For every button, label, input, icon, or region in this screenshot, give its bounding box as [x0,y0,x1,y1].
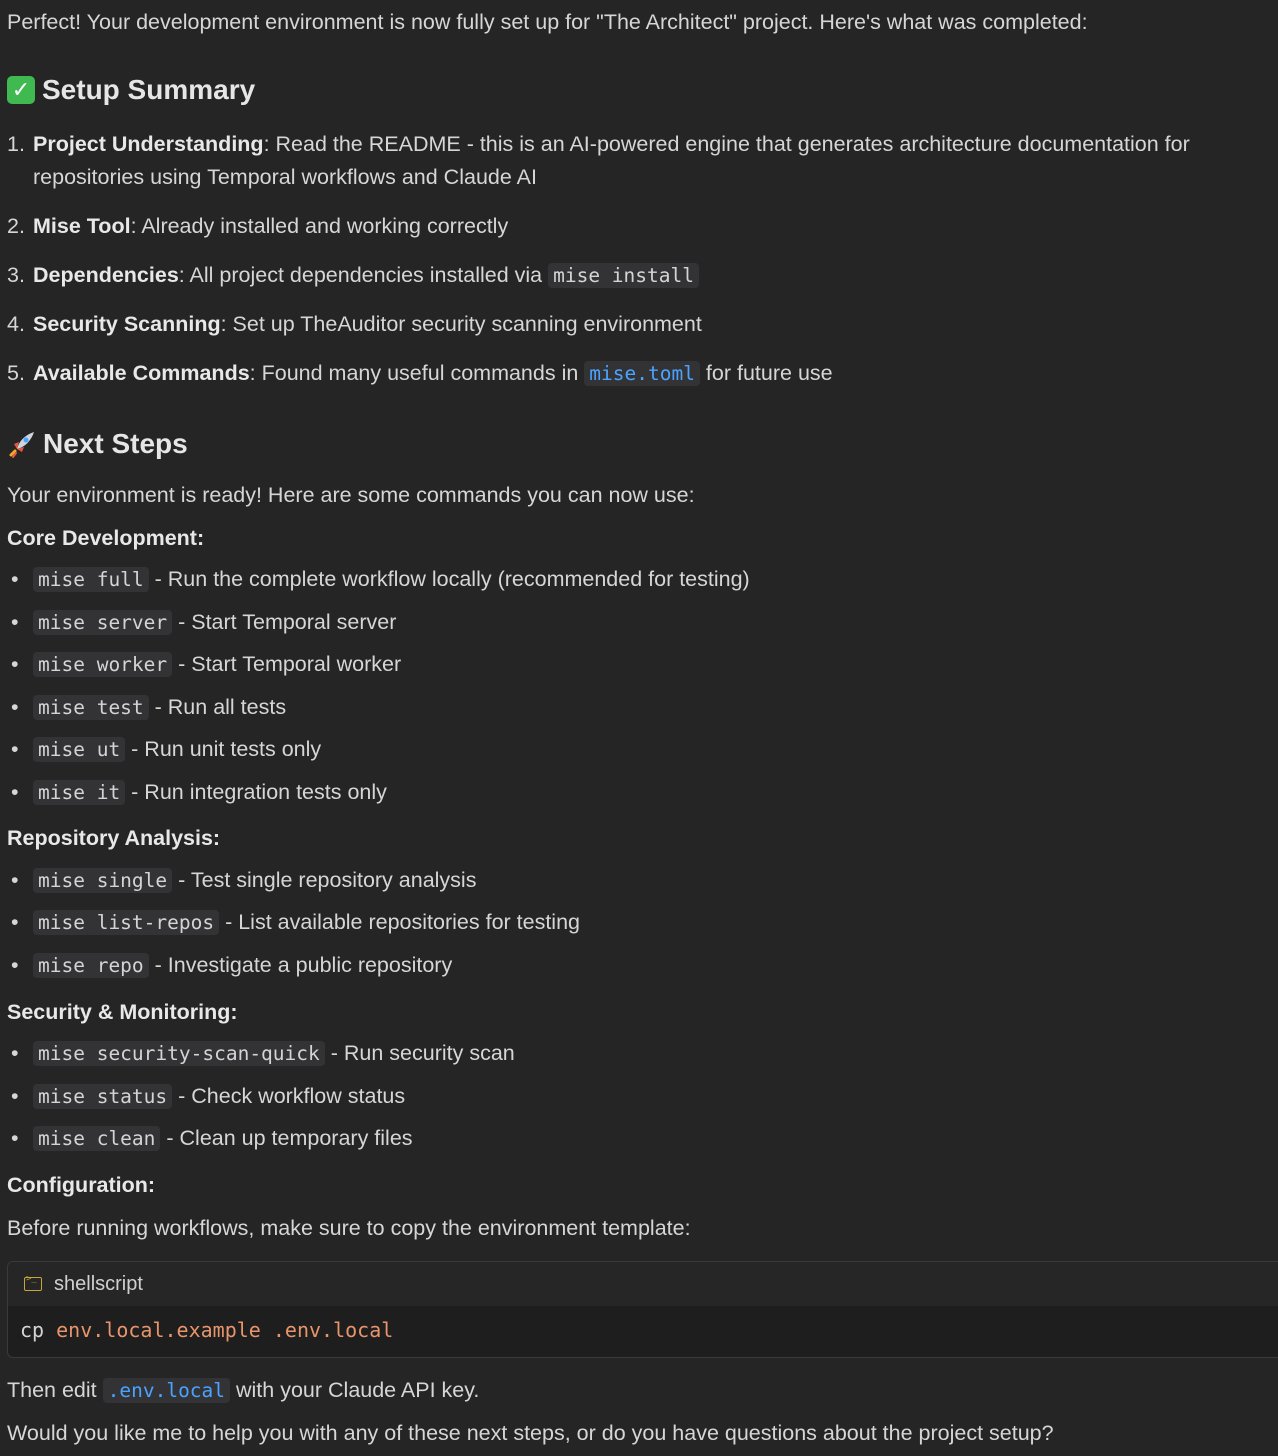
list-item: • mise single - Test single repository analysis [11,868,477,892]
configuration-heading: Configuration: [7,1173,156,1197]
closing-question: Would you like me to help you with any of these next steps, or do you have questions about the project setup? [7,1421,1054,1445]
then-edit-text: Then edit .env.local with your Claude API key. [7,1378,480,1402]
list-item: • mise worker - Start Temporal worker [11,652,402,676]
code-command: cp [20,1318,45,1342]
code-args: env.local.example .env.local [44,1318,394,1342]
core-dev-heading: Core Development: [7,526,205,550]
list-item: • mise full - Run the complete workflow locally (recommended for testing) [11,567,750,591]
next-steps-title: Next Steps [43,428,188,459]
list-item: • mise list-repos - List available repositories for testing [11,910,581,934]
list-item: • mise test - Run all tests [11,695,287,719]
summary-item-2: 2. Mise Tool: Already installed and working correctly [7,214,509,238]
setup-summary-title: Setup Summary [42,74,256,105]
repo-analysis-heading: Repository Analysis: [7,826,221,850]
terminal-icon [24,1277,42,1291]
rocket-icon [7,429,37,459]
list-item: • mise it - Run integration tests only [11,780,387,804]
summary-item-4: 4. Security Scanning: Set up TheAuditor security scanning environment [7,312,702,336]
next-steps-heading [7,428,188,460]
security-monitoring-heading: Security & Monitoring: [7,1000,238,1024]
code-block[interactable] [7,1261,1278,1358]
summary-item-1: 1. Project Understanding: Read the README - this is an AI-powered engine that generates architecture documentation for repositories using Temporal workflows and Claude AI [7,132,1190,189]
configuration-text: Before running workflows, make sure to copy the environment template: [7,1216,691,1240]
summary-item-3: 3. Dependencies: All project dependencies installed via mise install [7,259,1257,292]
next-steps-lead: Your environment is ready! Here are some commands you can now use: [7,483,695,507]
file-link-mise-toml[interactable]: mise.toml [584,361,700,386]
setup-summary-heading [7,74,255,106]
list-item: • mise status - Check workflow status [11,1084,406,1108]
code-block-header [8,1262,1278,1306]
list-item: • mise server - Start Temporal server [11,610,397,634]
code-language-label: shellscript [54,1272,143,1295]
summary-item-5: 5. Available Commands: Found many useful commands in mise.toml for future use [7,361,833,385]
list-item: • mise ut - Run unit tests only [11,737,322,761]
list-item: • mise clean - Clean up temporary files [11,1126,413,1150]
intro-text: Perfect! Your development environment is now fully set up for "The Architect" project. Here's what was completed: [7,10,1088,34]
list-item: • mise repo - Investigate a public repository [11,953,453,977]
file-link-env-local[interactable]: .env.local [103,1378,230,1403]
check-mark-icon: ✓ [7,76,35,104]
code-block-body [8,1306,1278,1354]
inline-code: mise install [548,263,699,288]
list-item: • mise security-scan-quick - Run security scan [11,1041,515,1065]
